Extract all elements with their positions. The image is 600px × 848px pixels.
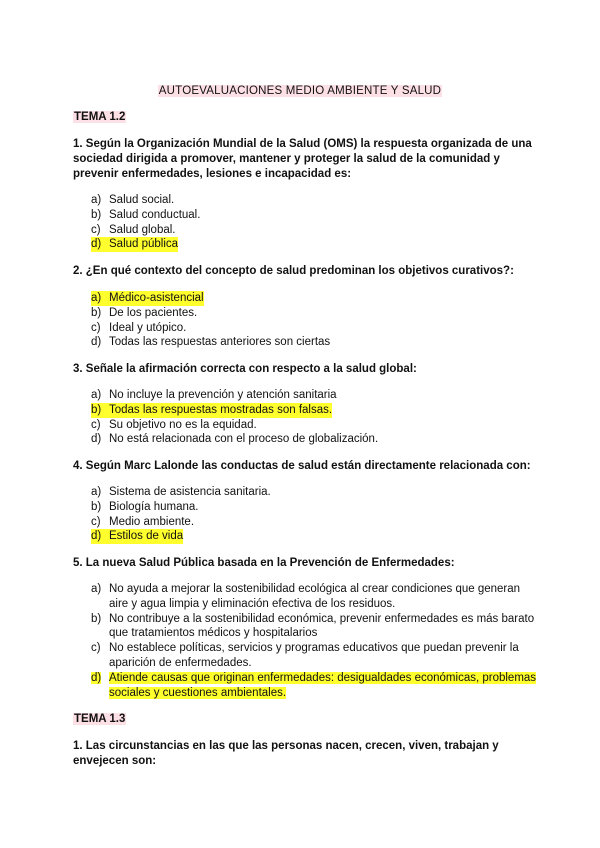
question-5: 5. La nueva Salud Pública basada en la Prevención de Enfermedades: (73, 557, 455, 569)
question-4: 4. Según Marc Lalonde las conductas de salud están directamente relacionada con: (73, 460, 531, 472)
question-5-options (91, 582, 541, 700)
option: c) Su objetivo no es la equidad. (91, 418, 257, 431)
section-heading-tema-1-3: TEMA 1.3 (74, 713, 126, 725)
option: c) No establece políticas, servicios y programas educativos que puedan prevenir la aparición de enfermedades. (91, 642, 519, 669)
option: b) De los pacientes. (91, 306, 198, 319)
question-2: 2. ¿En qué contexto del concepto de salud predominan los objetivos curativos?: (73, 265, 514, 277)
option: a) No incluye la prevención y atención sanitaria (91, 389, 337, 401)
option: d) Todas las respuestas anteriores son ciertas (91, 336, 331, 349)
question-1-options (91, 193, 541, 252)
option: d) No está relacionada con el proceso de globalización. (91, 433, 379, 446)
option-correct: d) Estilos de vida (91, 530, 184, 543)
document-title: AUTOEVALUACIONES MEDIO AMBIENTE Y SALUD (158, 85, 442, 97)
section-heading-tema-1-2: TEMA 1.2 (74, 111, 126, 123)
option: a) No ayuda a mejorar la sostenibilidad ecológica al crear condiciones que generan aire y agua limpia y eliminación efectiva de los residuos. (91, 583, 521, 610)
question-2-options (91, 291, 541, 350)
option-correct: a) Médico-asistencial (91, 292, 204, 304)
option: c) Ideal y utópico. (91, 321, 187, 334)
option: b) Biología humana. (91, 500, 199, 513)
question-1: 1. Según la Organización Mundial de la Salud (OMS) la respuesta organizada de una sociedad dirigida a promover, mantener y proteger la salud de la comunidad y prevenir enfermedades, lesiones e incapacidad es: (73, 138, 532, 180)
option: a) Sistema de asistencia sanitaria. (91, 486, 271, 498)
option-correct: d) Atiende causas que originan enfermedades: desigualdades económicas, problemas sociales y cuestiones ambientales. (91, 671, 537, 699)
option: c) Salud global. (91, 223, 176, 236)
option-correct: b) Todas las respuestas mostradas son falsas. (91, 403, 333, 416)
option-correct: d) Salud pública (91, 238, 179, 251)
question-3-options (91, 388, 541, 447)
question-3: 3. Señale la afirmación correcta con respecto a la salud global: (73, 363, 417, 375)
question-6: 1. Las circunstancias en las que las personas nacen, crecen, viven, trabajan y envejecen son: (73, 740, 499, 767)
option: c) Medio ambiente. (91, 515, 195, 528)
option: b) Salud conductual. (91, 208, 201, 221)
option: a) Salud social. (91, 194, 175, 206)
question-4-options (91, 485, 541, 544)
option: b) No contribuye a la sostenibilidad económica, prevenir enfermedades es más barato que tratamientos médicos y hospitalarios (91, 612, 535, 640)
